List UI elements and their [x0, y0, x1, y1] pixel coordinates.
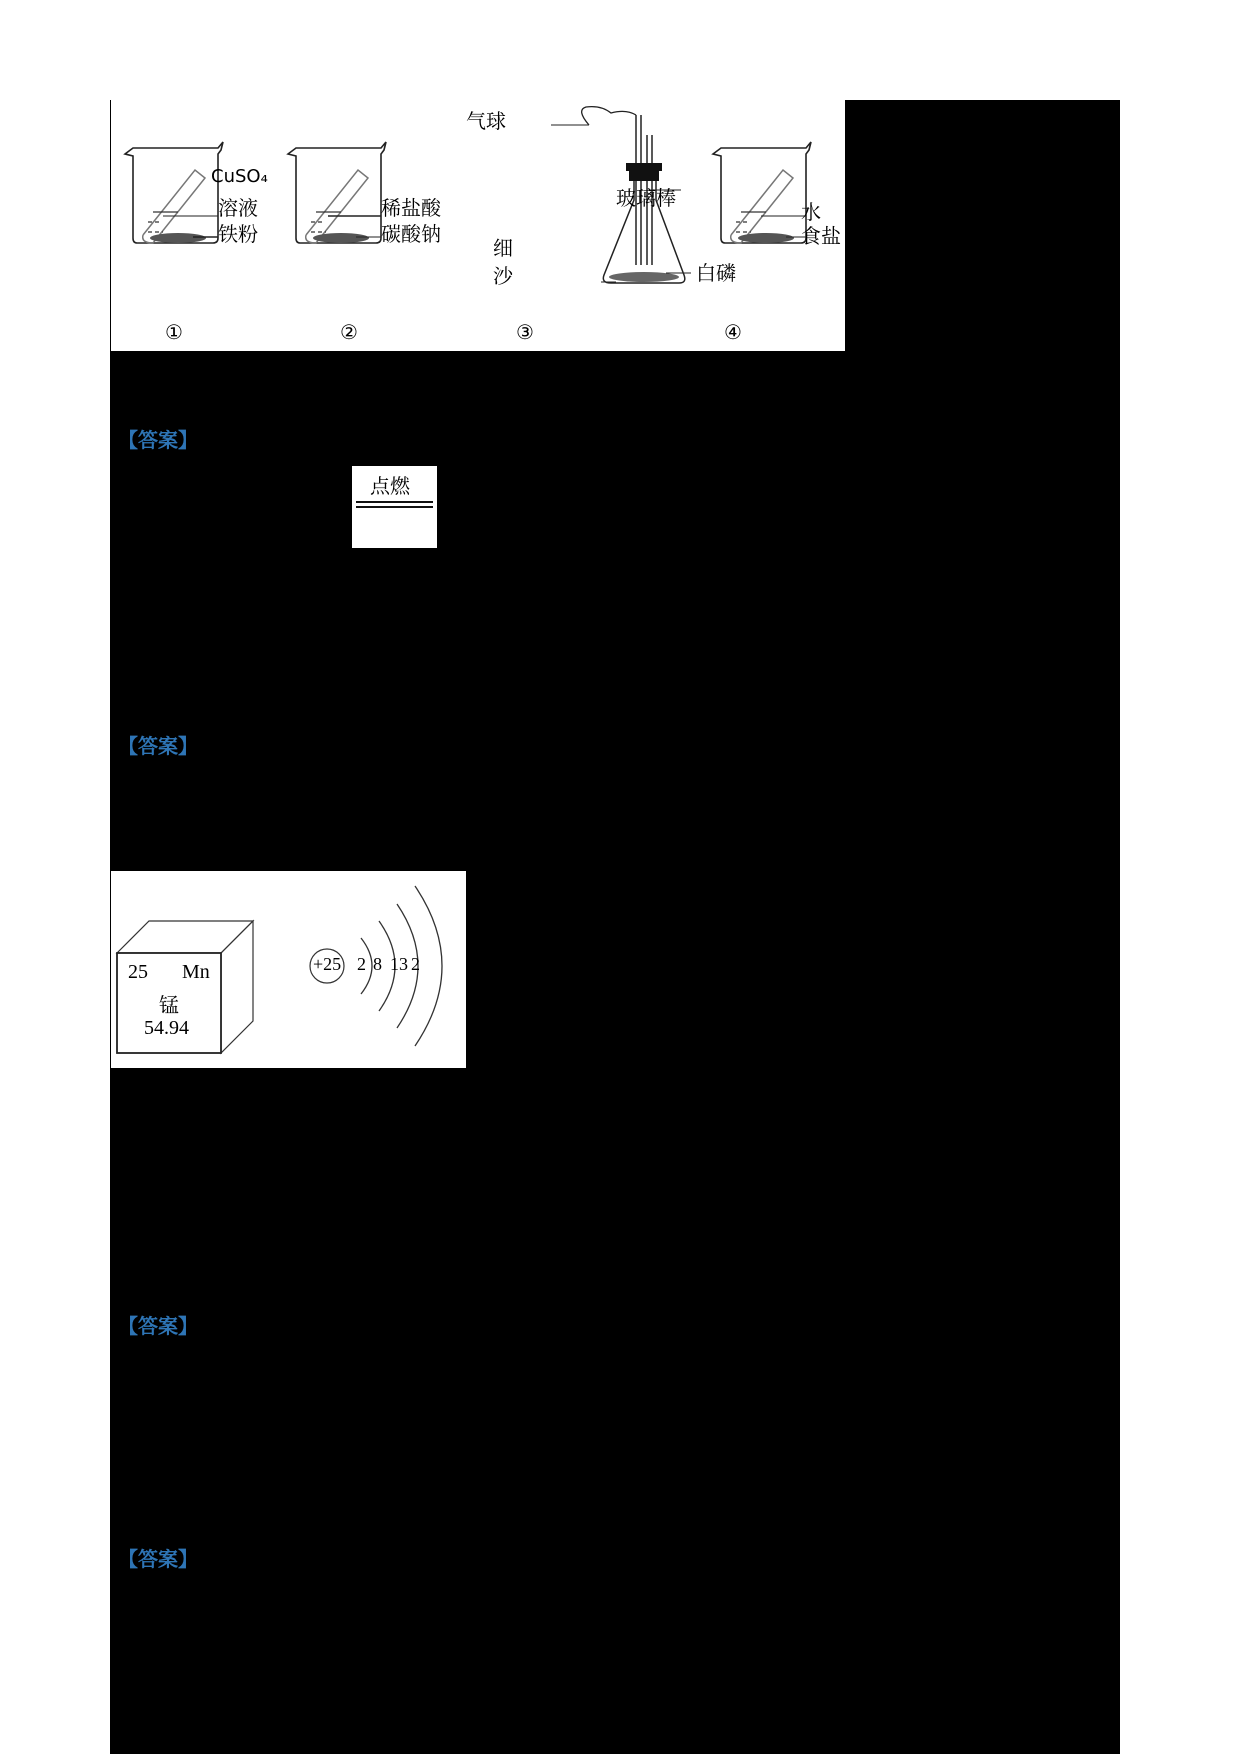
atomic-mass: 54.94 [144, 1017, 189, 1039]
iron-powder-label: 铁粉 [218, 222, 258, 246]
experiment-figure [111, 100, 845, 351]
fine-sand-label-2: 沙 [493, 264, 513, 288]
dilute-hcl-label: 稀盐酸 [381, 196, 441, 220]
experiment-number-3: ③ [516, 320, 534, 344]
white-phosphorus-label: 白磷 [696, 261, 736, 285]
shell-4-electrons: 2 [411, 954, 420, 974]
balloon-label: 气球 [466, 109, 506, 133]
solution-label: 溶液 [218, 196, 258, 220]
ignite-label: 点燃 [370, 474, 410, 498]
cuso4-label: CuSO₄ [211, 166, 268, 187]
water-label: 水 [801, 200, 821, 224]
sodium-carbonate-label: 碳酸钠 [381, 222, 441, 246]
atomic-number: 25 [128, 961, 148, 983]
answer-label-3: 【答案】 [118, 1314, 198, 1338]
equals-sign-lower [356, 506, 433, 508]
shell-3-electrons: 13 [390, 954, 408, 974]
answer-label-1: 【答案】 [118, 428, 198, 452]
element-card-cube [117, 921, 257, 1066]
beaker-2-diagram [286, 140, 396, 250]
beaker-1-diagram [123, 140, 233, 250]
nucleus-charge: +25 [313, 954, 342, 974]
equals-sign [356, 501, 433, 503]
answer-label-2: 【答案】 [118, 734, 198, 758]
experiment-number-4: ④ [724, 320, 742, 344]
shell-1-electrons: 2 [357, 954, 366, 974]
shell-2-electrons: 8 [373, 954, 382, 974]
reaction-condition-box [352, 466, 437, 548]
salt-label: 食盐 [801, 224, 841, 248]
manganese-figure [111, 871, 466, 1068]
experiment-number-1: ① [165, 320, 183, 344]
element-symbol: Mn [182, 961, 210, 983]
glass-rod-label: 玻璃棒 [616, 186, 676, 210]
experiment-number-2: ② [340, 320, 358, 344]
fine-sand-label-1: 细 [493, 236, 513, 260]
element-name: 锰 [159, 993, 179, 1017]
answer-label-4: 【答案】 [118, 1547, 198, 1571]
